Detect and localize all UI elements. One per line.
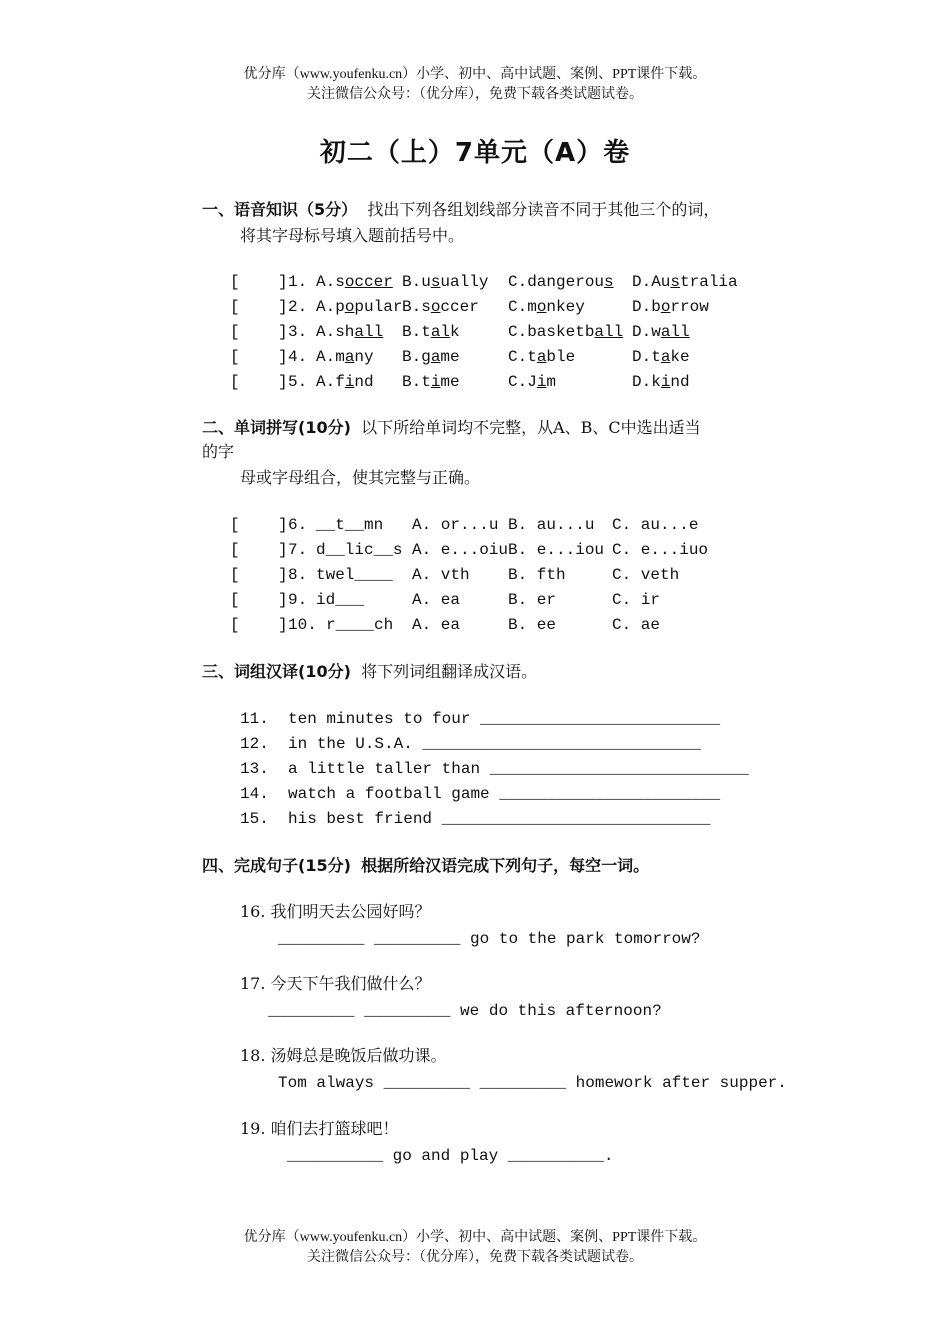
option-d-text: k [651,373,661,391]
option-a-underlined: o [344,298,355,316]
option-c-label: C. [508,273,528,291]
option-d-text-end: nd [670,373,690,391]
item-18-chinese: 18. 汤姆总是晚饭后做功课。 [240,1046,447,1065]
item-16-english: _________ _________ go to the park tomorrow? [278,930,701,948]
section-3-title: 三、词组汉译(10分) [202,662,351,681]
option-b-underlined: i [430,373,441,391]
option-b-label: B. [402,273,422,291]
section-2-instruction-cont-2: 母或字母组合，使其完整与正确。 [240,468,481,487]
incomplete-word: r____ch [326,616,394,634]
section-4-title: 四、完成句子(15分) [202,856,351,875]
item-number: 10. [288,616,317,634]
item-number: 9. [288,591,308,609]
section-2-instruction: 以下所给单词均不完整，从A、B、C中选出适当 [361,418,701,437]
option-a-label: A. [316,298,336,316]
answer-bracket[interactable]: [ ] [230,541,288,559]
option-c-label: C. [508,373,528,391]
option-b-text-end: ually [440,273,489,291]
option-c-text-end: ble [546,348,576,366]
option-a-text-end: pular [354,298,403,316]
answer-bracket[interactable]: [ ] [230,516,288,534]
section-4-instruction: 根据所给汉语完成下列句子，每空一词。 [361,856,650,875]
option-b-text: u [421,273,431,291]
option-a-text: s [335,273,345,291]
option-d-underlined: s [670,273,681,291]
option-c [508,270,614,294]
option-c [508,295,585,319]
item-13: 13. a little taller than ___________________________ [240,760,749,778]
option-c-text: t [527,348,537,366]
option-c-label: C. [508,323,528,341]
item-17-english: _________ _________ we do this afternoon? [268,1002,662,1020]
option-b-label: B. [402,348,422,366]
option-b-text-end: k [450,323,460,341]
option-b [402,270,488,294]
option-b: B. fth [508,566,566,584]
option-c-underlined: s [604,273,614,291]
option-a [316,320,383,344]
option-a-label: A. [316,323,336,341]
option-a-label: A. [316,273,336,291]
option-b-text: t [421,373,431,391]
option-b-text: t [421,323,431,341]
option-c-text: m [527,298,537,316]
item-number: 2. [288,298,308,316]
option-b [402,295,479,319]
option-c [508,320,623,344]
option-a-label: A. [316,348,336,366]
section-2-instruction-cont: 的字 [202,442,235,461]
option-d-underlined: i [660,373,671,391]
option-c: C. ir [612,591,661,609]
option-c [508,370,556,394]
section-3-heading [202,660,822,684]
answer-bracket[interactable]: [ ] [230,591,288,609]
option-d-text-end: rrow [670,298,709,316]
option-c-text-end: m [546,373,557,391]
option-c-label: C. [508,348,528,366]
option-c [508,345,575,369]
item-number: 6. [288,516,308,534]
answer-bracket[interactable]: [ ] [230,348,288,366]
option-a: A. e...oiu [412,541,509,559]
option-a: A. ea [412,591,461,609]
option-c-text: basketb [527,323,595,341]
option-d [632,345,690,369]
option-d [632,270,738,294]
option-a: A. or...u [412,516,499,534]
option-b-text: g [421,348,431,366]
item-number: 5. [288,373,308,391]
item-number: 4. [288,348,308,366]
option-a-text: m [335,348,345,366]
section-1-instruction-cont: 将其字母标号填入题前括号中。 [240,226,465,245]
footer-line-2: 关注微信公众号：（优分库），免费下载各类试题试卷。 [307,1250,643,1265]
option-d-text-end: ke [670,348,690,366]
answer-bracket[interactable]: [ ] [230,273,288,291]
option-c: C. e...iuo [612,541,709,559]
option-a-underlined: all [354,323,384,341]
option-d [632,320,690,344]
option-d-label: D. [632,323,652,341]
option-a-text-end: ny [354,348,374,366]
option-a [316,345,374,369]
option-b-label: B. [402,373,422,391]
answer-bracket[interactable]: [ ] [230,323,288,341]
option-a-text: sh [335,323,355,341]
option-d-underlined: a [660,348,671,366]
option-b-text: s [421,298,431,316]
option-c: C. ae [612,616,661,634]
item-12: 12. in the U.S.A. _____________________________ [240,735,701,753]
option-b [402,345,460,369]
section-1-title: 一、语音知识（5分） [202,200,358,219]
item-14: 14. watch a football game _______________________ [240,785,721,803]
option-d-label: D. [632,273,652,291]
option-d-underlined: o [660,298,671,316]
option-b-text-end: me [440,348,460,366]
item-number: 1. [288,273,308,291]
option-d-text: t [651,348,661,366]
option-d-text: b [651,298,661,316]
section-1-instruction: 找出下列各组划线部分读音不同于其他三个的词， [367,200,720,219]
option-b-underlined: s [430,273,441,291]
item-number: 8. [288,566,308,584]
item-18-english: Tom always _________ _________ homework after supper. [278,1074,787,1092]
footer-line-1: 优分库（www.youfenku.cn）小学、初中、高中试题、案例、PPT课件下载。 [243,1230,707,1245]
option-b: B. ee [508,616,557,634]
option-a-label: A. [316,373,336,391]
option-d-text: w [651,323,661,341]
option-b-underlined: al [430,323,451,341]
option-c-underlined: all [594,323,624,341]
option-a: A. vth [412,566,470,584]
answer-bracket[interactable]: [ ] [230,566,288,584]
option-c-underlined: i [536,373,547,391]
option-d-label: D. [632,373,652,391]
option-d-underlined: all [660,323,690,341]
option-b: B. er [508,591,557,609]
option-c-text: J [527,373,537,391]
item-16-chinese: 16. 我们明天去公园好吗？ [240,902,431,921]
option-d-label: D. [632,348,652,366]
option-a-underlined: occer [344,273,393,291]
option-b-text-end: ccer [440,298,479,316]
option-c: C. au...e [612,516,699,534]
answer-bracket[interactable]: [ ] [230,373,288,391]
option-b-underlined: a [430,348,441,366]
section-2-heading [202,416,822,440]
option-c-underlined: o [536,298,547,316]
option-a-text-end: nd [354,373,374,391]
header-line-2: 关注微信公众号：（优分库），免费下载各类试题试卷。 [307,87,643,102]
item-number: 3. [288,323,308,341]
section-1-heading [202,198,822,222]
option-a-underlined: i [344,373,355,391]
option-b-underlined: o [430,298,441,316]
option-c-underlined: a [536,348,547,366]
option-d [632,370,690,394]
option-a [316,295,402,319]
option-a [316,370,374,394]
option-a-underlined: a [344,348,355,366]
option-b-text-end: me [440,373,460,391]
option-d-text-end: tralia [680,273,738,291]
option-a: A. ea [412,616,461,634]
option-a-text: p [335,298,345,316]
item-number: 7. [288,541,308,559]
option-a [316,270,393,294]
item-11: 11. ten minutes to four _________________________ [240,710,721,728]
incomplete-word: id___ [316,591,365,609]
section-4-heading [202,854,822,878]
option-b [402,370,460,394]
option-d-text: Au [651,273,671,291]
incomplete-word: twel____ [316,566,393,584]
option-b-label: B. [402,298,422,316]
item-17-chinese: 17. 今天下午我们做什么？ [240,974,431,993]
answer-bracket[interactable]: [ ] [230,298,288,316]
answer-bracket[interactable]: [ ] [230,616,288,634]
option-b: B. e...iou [508,541,605,559]
item-15: 15. his best friend ____________________________ [240,810,711,828]
item-19-english: __________ go and play __________. [287,1147,614,1165]
option-b-label: B. [402,323,422,341]
option-c: C. veth [612,566,680,584]
option-a-text: f [335,373,345,391]
incomplete-word: __t__mn [316,516,384,534]
option-c-label: C. [508,298,528,316]
option-d [632,295,709,319]
option-c-text-end: nkey [546,298,585,316]
header-line-1: 优分库（www.youfenku.cn）小学、初中、高中试题、案例、PPT课件下载。 [243,67,707,82]
option-b: B. au...u [508,516,595,534]
option-c-text: dangerou [527,273,605,291]
section-2-title: 二、单词拼写(10分) [202,418,351,437]
option-b [402,320,460,344]
section-3-instruction: 将下列词组翻译成汉语。 [361,662,538,681]
item-19-chinese: 19. 咱们去打篮球吧！ [240,1119,399,1138]
page-title: 初二（上）7单元（A）卷 [319,138,631,168]
incomplete-word: d__lic__s [316,541,403,559]
option-d-label: D. [632,298,652,316]
